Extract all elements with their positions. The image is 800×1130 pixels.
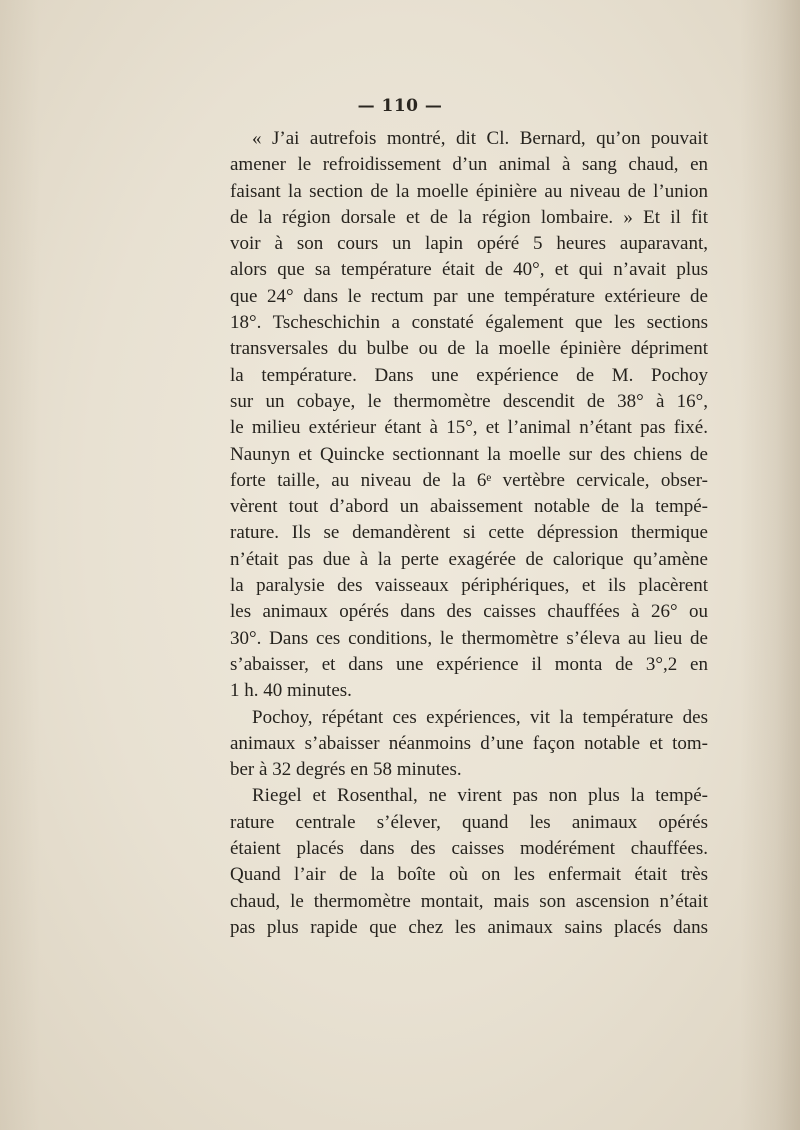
text-line: Pochoy, répétant ces expériences, vit la température des	[252, 706, 708, 728]
text-line: 1 h. 40 minutes.	[230, 680, 352, 702]
text-line: faisant la section de la moelle épinière au niveau de l’union	[230, 180, 708, 202]
text-line: 18°. Tscheschichin a constaté également que les sections	[230, 312, 708, 334]
text-line: vèrent tout d’abord un abaissement notable de la tempé-	[230, 496, 708, 518]
text-line: « J’ai autrefois montré, dit Cl. Bernard, qu’on pouvait	[252, 128, 708, 149]
text-line: les animaux opérés dans des caisses chauffées à 26° ou	[230, 601, 708, 623]
page-right-shadow	[740, 0, 800, 1130]
text-line: 30°. Dans ces conditions, le thermomètre s’éleva au lieu de	[230, 627, 708, 649]
text-line: amener le refroidissement d’un animal à sang chaud, en	[230, 154, 708, 176]
text-line: rature. Ils se demandèrent si cette dépression thermique	[230, 522, 708, 544]
text-line: ber à 32 degrés en 58 minutes.	[230, 759, 462, 781]
text-line: rature centrale s’élever, quand les animaux opérés	[230, 811, 708, 833]
text-line: alors que sa température était de 40°, et qui n’avait plus	[230, 259, 708, 281]
page-number: — 110 —	[357, 96, 443, 116]
text-line: pas plus rapide que chez les animaux sains placés dans	[230, 916, 708, 938]
text-line: étaient placés dans des caisses modérément chauffées.	[230, 838, 708, 860]
text-line: sur un cobaye, le thermomètre descendit de 38° à 16°,	[230, 390, 708, 412]
text-line: transversales du bulbe ou de la moelle épinière dépriment	[230, 338, 708, 360]
text-line: animaux s’abaisser néanmoins d’une façon notable et tom-	[230, 732, 708, 754]
text-line: n’était pas due à la perte exagérée de calorique qu’amène	[230, 548, 708, 570]
page-left-shadow	[0, 0, 40, 1130]
text-line: Quand l’air de la boîte où on les enfermait était très	[230, 864, 708, 886]
text-line: chaud, le thermomètre montait, mais son ascension n’était	[230, 890, 708, 912]
text-line: le milieu extérieur étant à 15°, et l’animal n’étant pas fixé.	[230, 417, 708, 439]
text-line: Riegel et Rosenthal, ne virent pas non plus la tempé-	[252, 785, 708, 807]
text-line: s’abaisser, et dans une expérience il monta de 3°,2 en	[230, 653, 708, 675]
body-text	[230, 126, 708, 941]
text-line: forte taille, au niveau de la 6ᵉ vertèbre cervicale, obser-	[230, 469, 708, 491]
text-line: la paralysie des vaisseaux périphériques, et ils placèrent	[230, 575, 708, 597]
text-line: que 24° dans le rectum par une température extérieure de	[230, 285, 708, 307]
text-line: Naunyn et Quincke sectionnant la moelle sur des chiens de	[230, 443, 708, 465]
text-line: de la région dorsale et de la région lombaire. » Et il fit	[230, 206, 708, 228]
text-line: la température. Dans une expérience de M. Pochoy	[230, 364, 708, 386]
text-line: voir à son cours un lapin opéré 5 heures auparavant,	[230, 233, 708, 255]
